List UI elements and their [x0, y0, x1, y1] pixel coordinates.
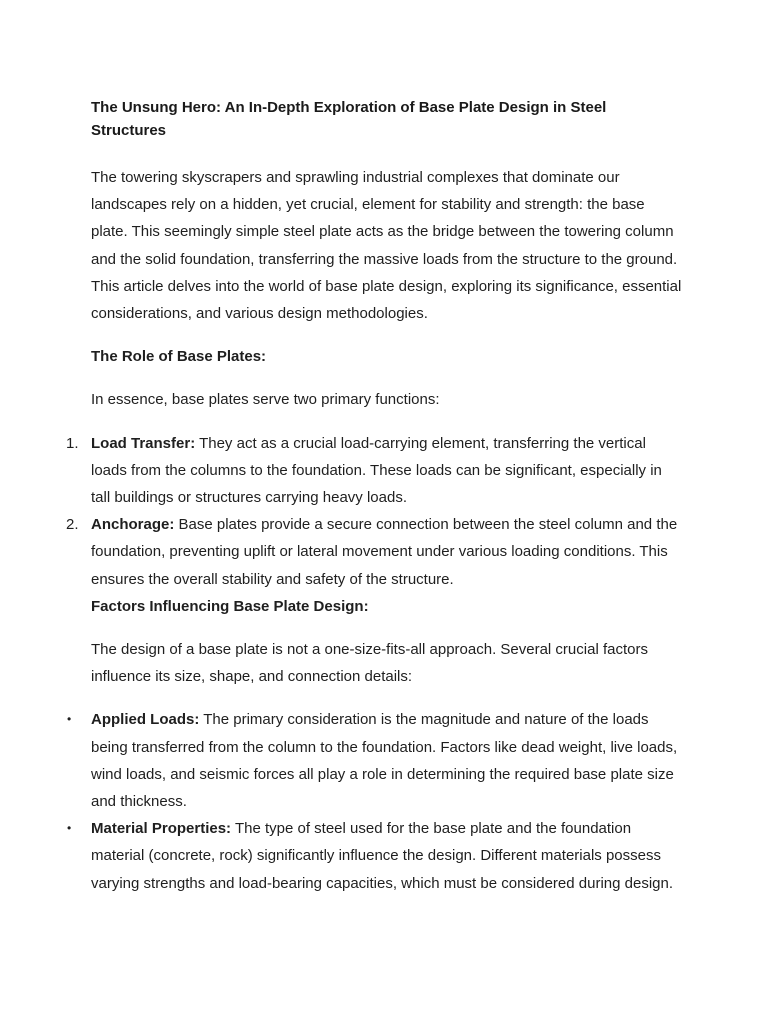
- intro-paragraph: The towering skyscrapers and sprawling industrial complexes that dominate our landscapes rely on a hidden, yet crucial, element for stability and strength: the base plate. This seemingly simple steel plate acts as the bridge between the towering column and the solid foundation, transferring the massive loads from the structure to the ground. This article delves into the world of base plate design, exploring its significance, essential considerations, and various design methodologies.: [91, 169, 682, 323]
- list-item-text: The type of steel used for the base plate and the foundation material (concrete, rock) significantly influence the design. Different materials possess varying strengths and load-bearing capacities, which must be considered during design.: [91, 820, 674, 892]
- list-item-text: The primary consideration is the magnitude and nature of the loads being transferred from the column to the foundation. Factors like dead weight, live loads, wind loads, and seismic forces all play a role in determining the required base plate size and thickness.: [91, 711, 678, 811]
- section-heading-role: The Role of Base Plates:: [91, 348, 267, 366]
- list-item-term: Applied Loads:: [91, 711, 200, 729]
- list-number: 2.: [66, 516, 79, 534]
- list-item-term: Anchorage:: [91, 516, 175, 534]
- bullet-list: [67, 706, 683, 896]
- bullet-icon: •: [67, 821, 72, 836]
- list-number: 1.: [66, 434, 79, 452]
- section-lead-factors: The design of a base plate is not a one-size-fits-all approach. Several crucial factors influence its size, shape, and connection details:: [91, 641, 648, 686]
- list-item-term: Material Properties:: [91, 820, 232, 838]
- list-item-text: Base plates provide a secure connection between the steel column and the foundation, preventing uplift or lateral movement under various loading conditions. This ensures the overall stability and safety of the structure.: [91, 516, 678, 588]
- document-body: [66, 96, 683, 897]
- list-item: [66, 511, 683, 593]
- list-item: [67, 706, 683, 815]
- bullet-icon: •: [67, 712, 72, 727]
- section-lead-role: In essence, base plates serve two primary functions:: [91, 391, 440, 409]
- list-item-text: They act as a crucial load-carrying element, transferring the vertical loads from the columns to the foundation. These loads can be significant, especially in tall buildings or structures carrying heavy loads.: [91, 434, 662, 507]
- document-title: The Unsung Hero: An In-Depth Exploration of Base Plate Design in Steel Structures: [91, 99, 607, 139]
- list-item: [67, 815, 683, 897]
- numbered-list: [66, 430, 683, 593]
- list-item: [66, 430, 683, 512]
- section-heading-factors: Factors Influencing Base Plate Design:: [91, 597, 369, 615]
- list-item-term: Load Transfer:: [91, 434, 196, 452]
